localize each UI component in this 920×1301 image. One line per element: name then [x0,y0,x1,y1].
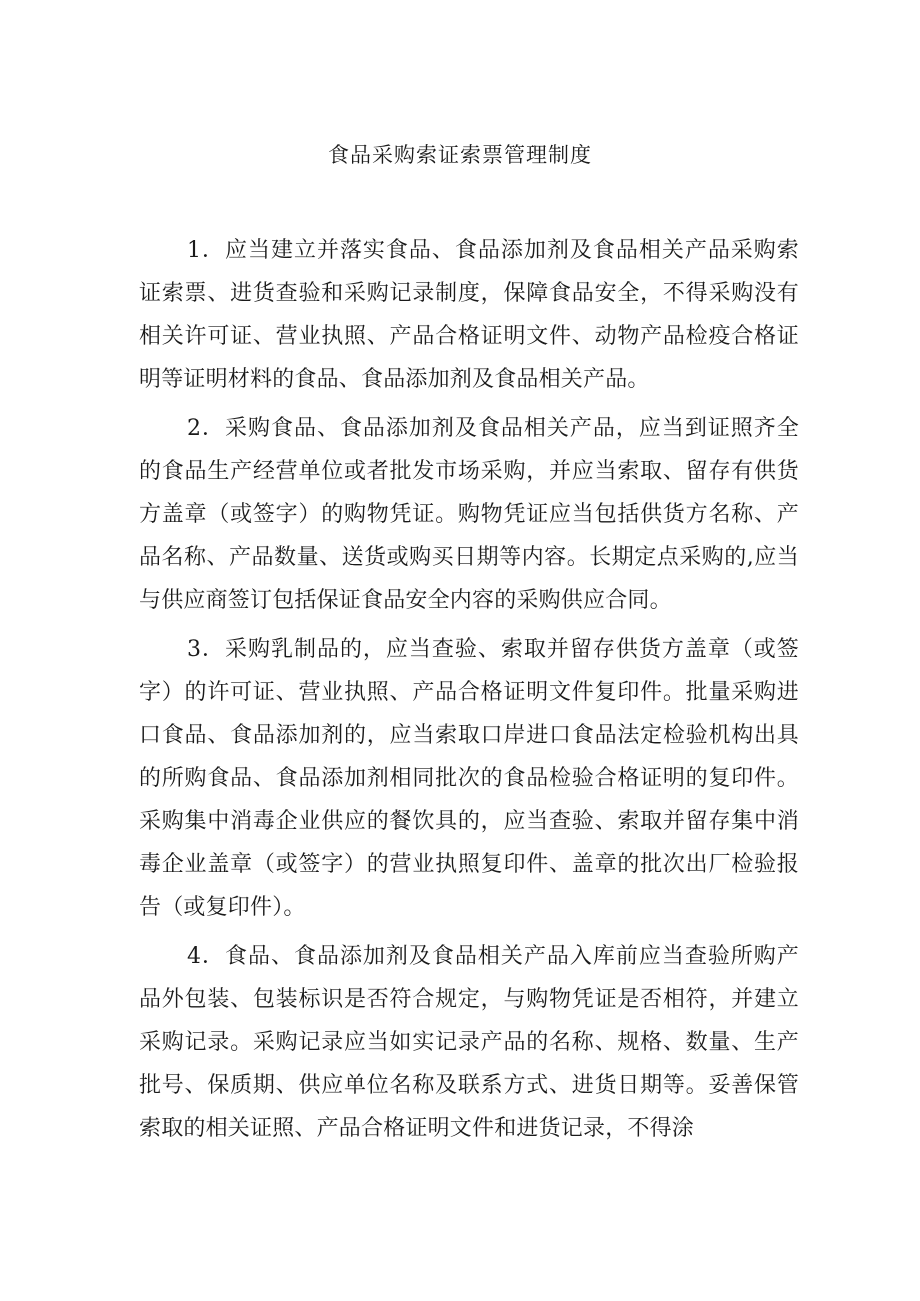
document-body [139,229,799,1156]
paragraph-4: 4．食品、食品添加剂及食品相关产品入库前应当查验所购产品外包装、包装标识是否符合规定，与购物凭证是否相符，并建立采购记录。采购记录应当如实记录产品的名称、规格、数量、生产批号、保质期、供应单位名称及联系方式、进货日期等。妥善保管索取的相关证照、产品合格证明文件和进货记录，不得涂 [139,944,799,1141]
paragraph-1: 1．应当建立并落实食品、食品添加剂及食品相关产品采购索证索票、进货查验和采购记录制度，保障食品安全，不得采购没有相关许可证、营业执照、产品合格证明文件、动物产品检疫合格证明等证明材料的食品、食品添加剂及食品相关产品。 [139,238,799,392]
paragraph-2: 2．采购食品、食品添加剂及食品相关产品，应当到证照齐全的食品生产经营单位或者批发市场采购，并应当索取、留存有供货方盖章（或签字）的购物凭证。购物凭证应当包括供货方名称、产品名称、产品数量、送货或购买日期等内容。长期定点采购的,应当与供应商签订包括保证食品安全内容的采购供应合同。 [139,416,799,613]
document-title: 食品采购索证索票管理制度 [328,143,592,167]
paragraph-3: 3．采购乳制品的，应当查验、索取并留存供货方盖章（或签字）的许可证、营业执照、产品合格证明文件复印件。批量采购进口食品、食品添加剂的，应当索取口岸进口食品法定检验机构出具的所购食品、食品添加剂相同批次的食品检验合格证明的复印件。采购集中消毒企业供应的餐饮具的，应当查验、索取并留存集中消毒企业盖章（或签字）的营业执照复印件、盖章的批次出厂检验报告（或复印件）。 [139,637,799,920]
